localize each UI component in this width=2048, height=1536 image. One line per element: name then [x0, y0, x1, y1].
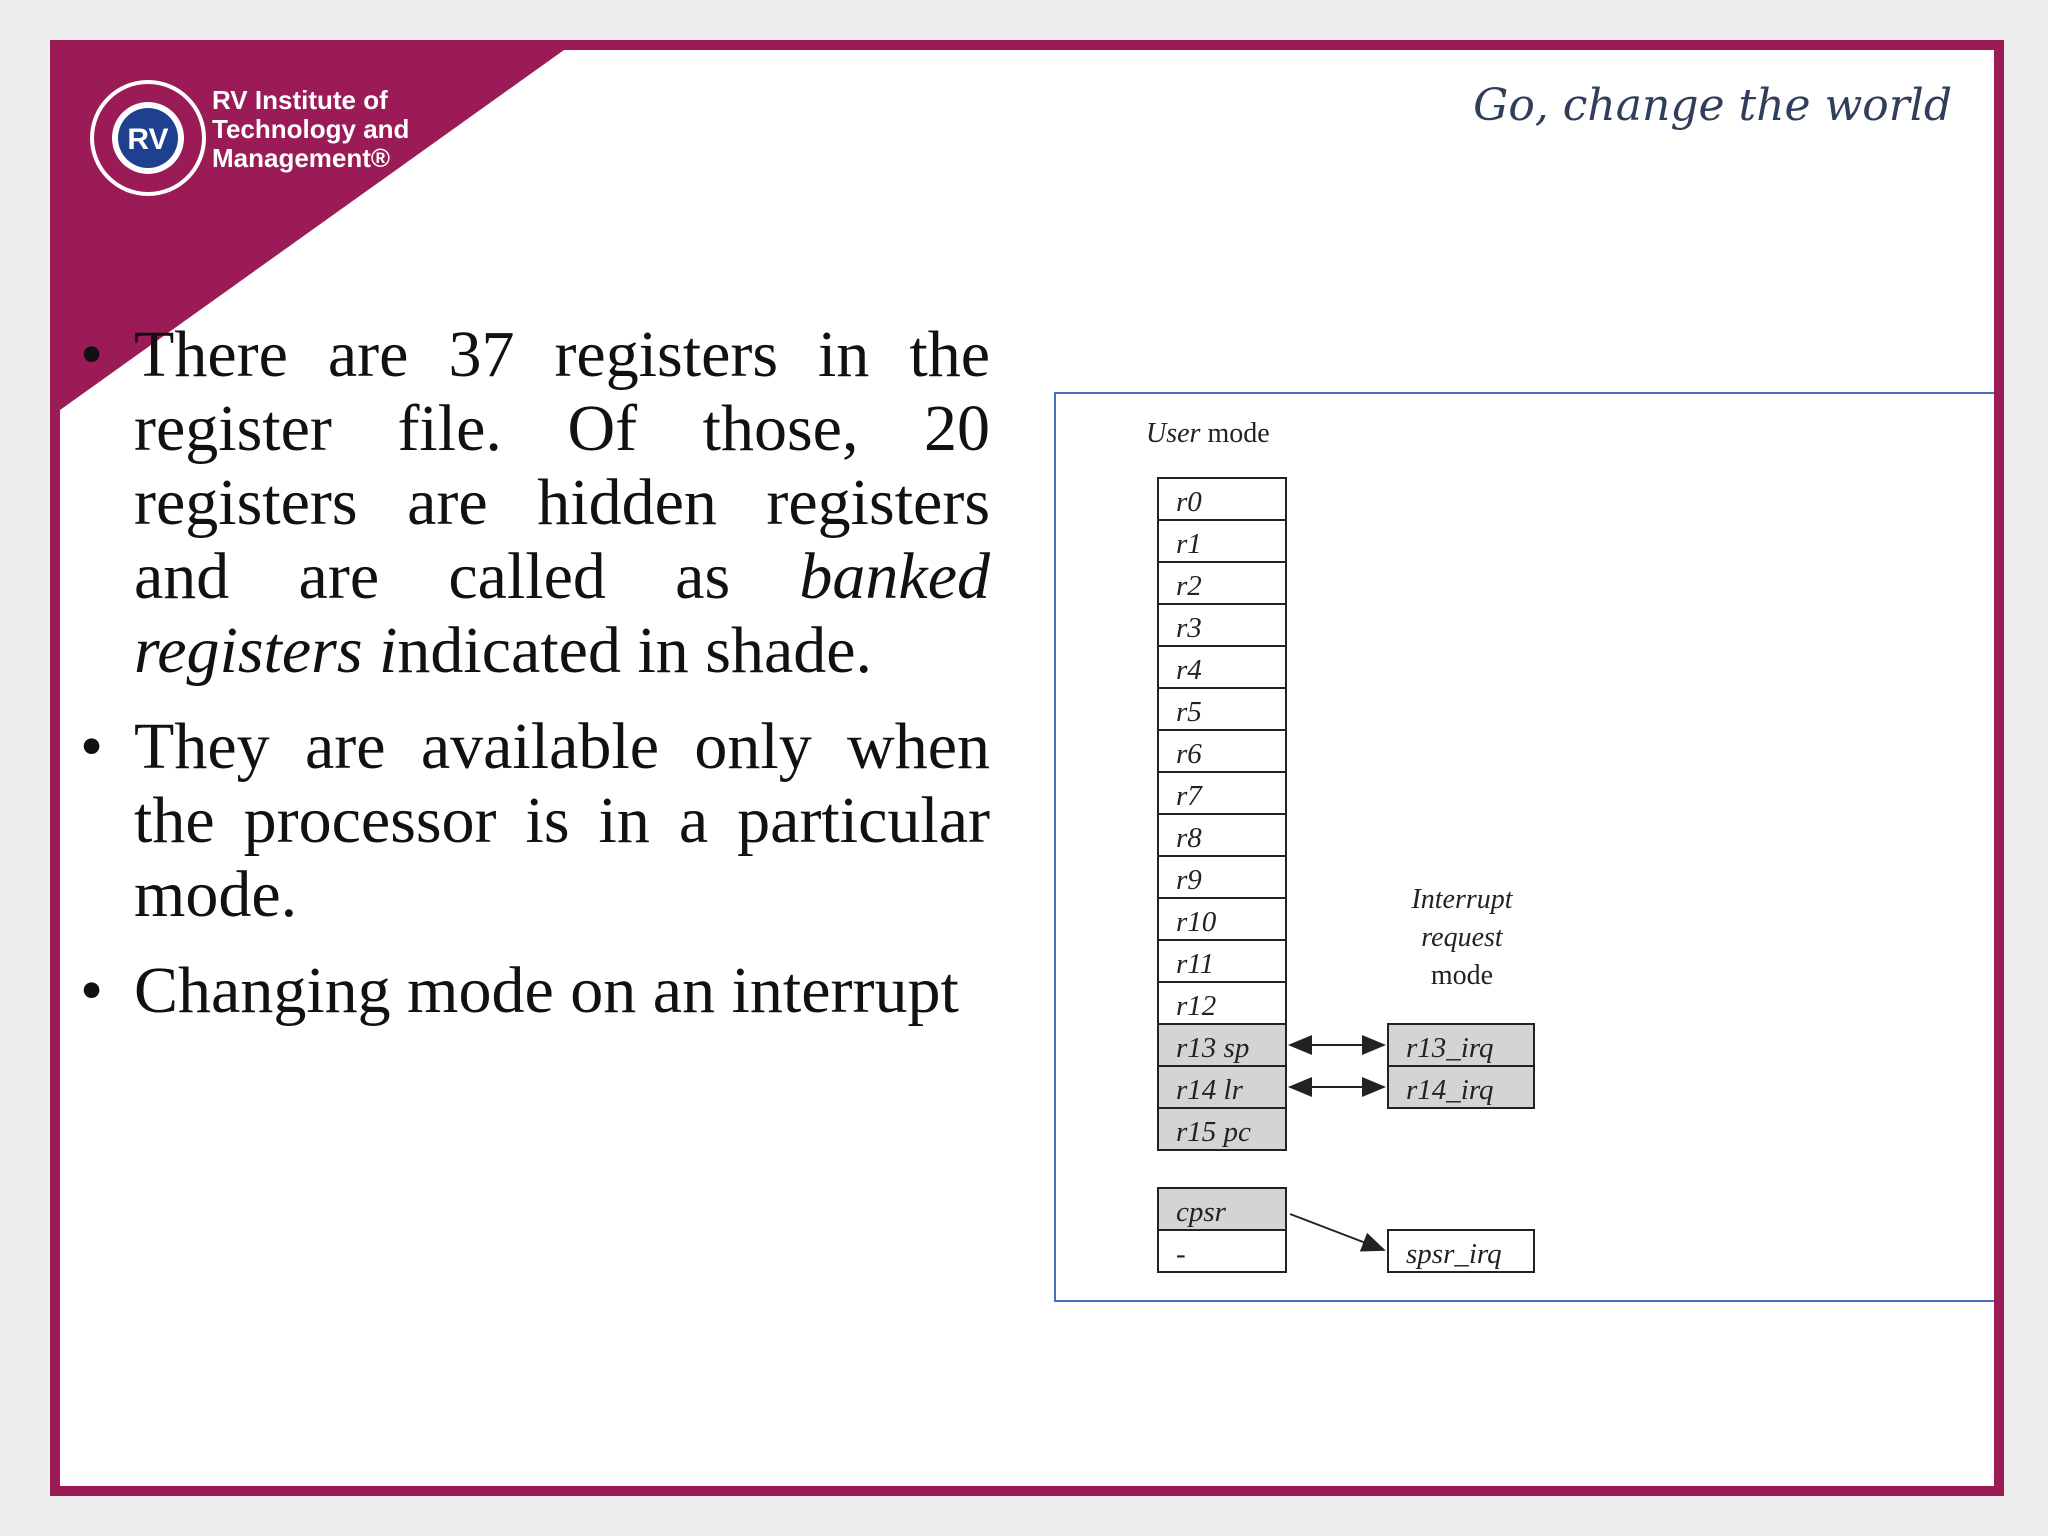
register-cell-label: r6: [1176, 738, 1202, 770]
register-cell-label: r9: [1176, 864, 1202, 896]
status-register-cell-label: -: [1176, 1238, 1186, 1270]
spsr-register-cell-label: spsr_irq: [1406, 1238, 1502, 1270]
register-cell-label: r3: [1176, 612, 1202, 644]
register-cell-label: r1: [1176, 528, 1202, 560]
institute-name: [212, 86, 409, 173]
slide: [50, 40, 2004, 1496]
irq-register-cell-label: r14_irq: [1406, 1074, 1494, 1106]
register-cell-label: r13 sp: [1176, 1032, 1250, 1064]
user-mode-label: User mode: [1146, 418, 1270, 449]
status-register-cell-label: cpsr: [1176, 1196, 1226, 1228]
register-cell-label: r0: [1176, 486, 1202, 518]
institute-name-line: Technology and: [212, 114, 410, 144]
institute-name-line: Management®: [212, 143, 391, 173]
register-cell-label: r4: [1176, 654, 1202, 686]
bullet-item: [70, 710, 990, 932]
bullet-text: They are available only when the processor is in a particular mode.: [134, 710, 990, 931]
bullet-list: [70, 318, 990, 1050]
register-diagram: [1054, 392, 1996, 1302]
register-cell-label: r8: [1176, 822, 1202, 854]
institute-name-line: RV Institute of: [212, 85, 388, 115]
register-cell-label: r12: [1176, 990, 1217, 1022]
irq-mode-label: Interrupt: [1411, 884, 1513, 915]
register-diagram-svg: [1056, 394, 1994, 1300]
bullet-item: [70, 318, 990, 688]
bullet-text-italic: banked registers i: [134, 540, 990, 687]
tagline: Go, change the world: [1473, 80, 1952, 131]
irq-mode-label: request: [1421, 922, 1503, 953]
register-cell-label: r10: [1176, 906, 1217, 938]
register-cell-label: r15 pc: [1176, 1116, 1251, 1148]
register-cell-label: r11: [1176, 948, 1215, 980]
bullet-text: ndicated in shade.: [397, 614, 873, 687]
register-cell-label: r2: [1176, 570, 1202, 602]
register-cell-label: r7: [1176, 780, 1202, 812]
register-cell-label: r5: [1176, 696, 1202, 728]
bullet-item: [70, 954, 990, 1028]
irq-mode-label: mode: [1430, 960, 1494, 991]
register-cell-label: r14 lr: [1176, 1074, 1243, 1106]
irq-register-cell-label: r13_irq: [1406, 1032, 1494, 1064]
svg-text:RV: RV: [127, 123, 169, 156]
copy-arrow: [1290, 1214, 1384, 1250]
bullet-text: There are 37 registers in the register file. Of those, 20 registers are hidden registers and are called as: [134, 318, 990, 613]
institute-logo: [88, 78, 208, 198]
bullet-text: Changing mode on an interrupt: [134, 954, 959, 1027]
